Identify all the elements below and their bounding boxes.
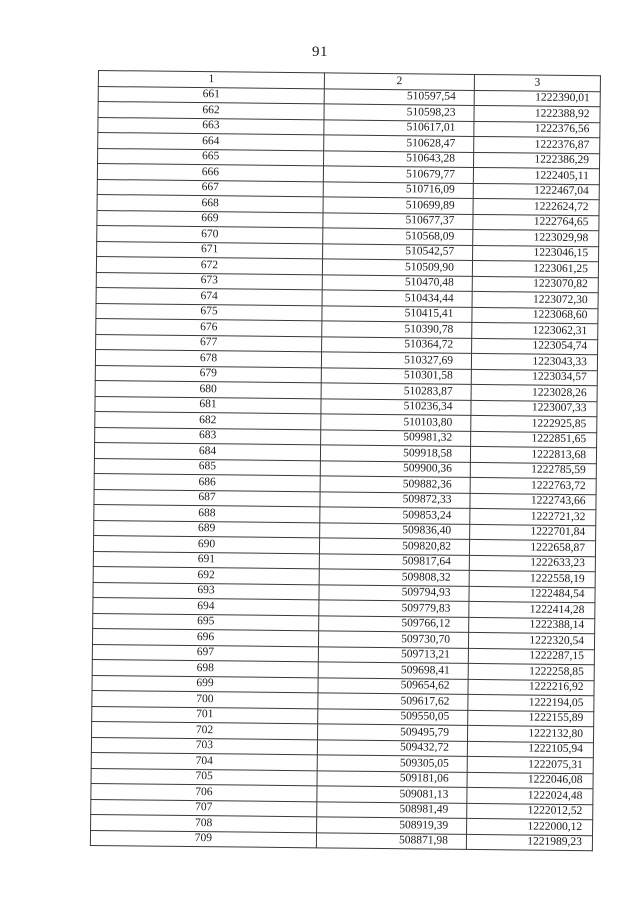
x-coordinate-cell: 510542,57 <box>323 243 473 260</box>
y-coordinate-cell: 1222320,54 <box>468 632 594 649</box>
y-coordinate-cell: 1222105,94 <box>467 741 593 758</box>
x-coordinate-cell: 510236,34 <box>321 398 471 415</box>
y-coordinate-cell: 1222484,54 <box>469 586 595 603</box>
point-number-cell: 695 <box>93 613 319 631</box>
point-number-cell: 690 <box>93 535 319 553</box>
x-coordinate-cell: 508919,39 <box>317 817 467 834</box>
y-coordinate-cell: 1223054,74 <box>472 338 598 355</box>
y-coordinate-cell: 1222624,72 <box>473 198 599 215</box>
y-coordinate-cell: 1222132,80 <box>467 725 593 742</box>
y-coordinate-cell: 1222467,04 <box>473 183 599 200</box>
y-coordinate-cell: 1221989,23 <box>466 834 592 851</box>
x-coordinate-cell: 509872,33 <box>320 491 470 508</box>
point-number-cell: 663 <box>98 117 324 135</box>
point-number-cell: 691 <box>93 551 319 569</box>
x-coordinate-cell: 509794,93 <box>319 584 469 601</box>
point-number-cell: 681 <box>95 396 321 414</box>
y-coordinate-cell: 1222388,14 <box>469 617 595 634</box>
x-coordinate-cell: 509817,64 <box>319 553 469 570</box>
y-coordinate-cell: 1222024,48 <box>467 787 593 804</box>
point-number-cell: 697 <box>92 644 318 662</box>
page-number: 91 <box>312 44 328 60</box>
point-number-cell: 694 <box>93 597 319 615</box>
point-number-cell: 704 <box>91 752 317 770</box>
x-coordinate-cell: 509820,82 <box>319 538 469 555</box>
point-number-cell: 693 <box>93 582 319 600</box>
point-number-cell: 707 <box>91 799 317 817</box>
point-number-cell: 698 <box>92 659 318 677</box>
point-number-cell: 665 <box>98 148 324 166</box>
x-coordinate-cell: 509081,13 <box>317 786 467 803</box>
point-number-cell: 702 <box>92 721 318 739</box>
x-coordinate-cell: 509900,36 <box>320 460 470 477</box>
point-number-cell: 673 <box>96 272 322 290</box>
y-coordinate-cell: 1222390,01 <box>474 90 600 107</box>
y-coordinate-cell: 1222155,89 <box>468 710 594 727</box>
y-coordinate-cell: 1222376,56 <box>474 121 600 138</box>
point-number-cell: 664 <box>98 133 324 151</box>
x-coordinate-cell: 509432,72 <box>317 739 467 756</box>
x-coordinate-cell: 510390,78 <box>322 321 472 338</box>
x-coordinate-cell: 509779,83 <box>319 600 469 617</box>
point-number-cell: 682 <box>95 411 321 429</box>
point-number-cell: 696 <box>92 628 318 646</box>
x-coordinate-cell: 509882,36 <box>320 476 470 493</box>
column-header-2: 2 <box>324 73 474 90</box>
x-coordinate-cell: 510598,23 <box>324 104 474 121</box>
y-coordinate-cell: 1223068,60 <box>472 307 598 324</box>
y-coordinate-cell: 1222763,72 <box>470 477 596 494</box>
x-coordinate-cell: 510568,09 <box>323 228 473 245</box>
y-coordinate-cell: 1222376,87 <box>474 136 600 153</box>
x-coordinate-cell: 510597,54 <box>324 88 474 105</box>
point-number-cell: 672 <box>96 256 322 274</box>
x-coordinate-cell: 509654,62 <box>318 677 468 694</box>
point-number-cell: 687 <box>94 489 320 507</box>
point-number-cell: 675 <box>96 303 322 321</box>
point-number-cell: 671 <box>97 241 323 259</box>
x-coordinate-cell: 509305,05 <box>317 755 467 772</box>
y-coordinate-cell: 1222658,87 <box>469 539 595 556</box>
y-coordinate-cell: 1222414,28 <box>469 601 595 618</box>
y-coordinate-cell: 1222558,19 <box>469 570 595 587</box>
x-coordinate-cell: 510679,77 <box>323 166 473 183</box>
x-coordinate-cell: 510509,90 <box>322 259 472 276</box>
y-coordinate-cell: 1222000,12 <box>467 818 593 835</box>
point-number-cell: 670 <box>97 225 323 243</box>
y-coordinate-cell: 1222813,68 <box>470 446 596 463</box>
y-coordinate-cell: 1223029,98 <box>473 229 599 246</box>
y-coordinate-cell: 1223072,30 <box>472 291 598 308</box>
point-number-cell: 668 <box>97 194 323 212</box>
x-coordinate-cell: 509836,40 <box>320 522 470 539</box>
x-coordinate-cell: 509981,32 <box>321 429 471 446</box>
x-coordinate-cell: 510643,28 <box>324 150 474 167</box>
point-number-cell: 680 <box>95 380 321 398</box>
column-header-3: 3 <box>474 74 600 91</box>
y-coordinate-cell: 1223007,33 <box>471 400 597 417</box>
point-number-cell: 701 <box>92 706 318 724</box>
coordinates-table-container <box>90 70 600 851</box>
point-number-cell: 709 <box>90 830 316 848</box>
x-coordinate-cell: 510103,80 <box>321 414 471 431</box>
y-coordinate-cell: 1222925,85 <box>471 415 597 432</box>
point-number-cell: 666 <box>97 164 323 182</box>
x-coordinate-cell: 509918,58 <box>320 445 470 462</box>
point-number-cell: 683 <box>95 427 321 445</box>
y-coordinate-cell: 1222075,31 <box>467 756 593 773</box>
x-coordinate-cell: 509713,21 <box>318 646 468 663</box>
y-coordinate-cell: 1222194,05 <box>468 694 594 711</box>
y-coordinate-cell: 1222287,15 <box>468 648 594 665</box>
x-coordinate-cell: 510677,37 <box>323 212 473 229</box>
point-number-cell: 662 <box>98 102 324 120</box>
point-number-cell: 703 <box>91 737 317 755</box>
y-coordinate-cell: 1223034,57 <box>471 369 597 386</box>
x-coordinate-cell: 510364,72 <box>322 336 472 353</box>
point-number-cell: 692 <box>93 566 319 584</box>
point-number-cell: 679 <box>95 365 321 383</box>
point-number-cell: 676 <box>96 318 322 336</box>
x-coordinate-cell: 509853,24 <box>320 507 470 524</box>
x-coordinate-cell: 509550,05 <box>318 708 468 725</box>
y-coordinate-cell: 1222785,59 <box>470 462 596 479</box>
y-coordinate-cell: 1222405,11 <box>473 167 599 184</box>
x-coordinate-cell: 510470,48 <box>322 274 472 291</box>
x-coordinate-cell: 508981,49 <box>317 801 467 818</box>
x-coordinate-cell: 509730,70 <box>318 631 468 648</box>
x-coordinate-cell: 510716,09 <box>323 181 473 198</box>
point-number-cell: 674 <box>96 287 322 305</box>
x-coordinate-cell: 510301,58 <box>321 367 471 384</box>
table-body <box>90 86 600 851</box>
y-coordinate-cell: 1223061,25 <box>472 260 598 277</box>
y-coordinate-cell: 1223046,15 <box>473 245 599 262</box>
y-coordinate-cell: 1222216,92 <box>468 679 594 696</box>
x-coordinate-cell: 510628,47 <box>324 135 474 152</box>
y-coordinate-cell: 1222388,92 <box>474 105 600 122</box>
point-number-cell: 677 <box>96 334 322 352</box>
point-number-cell: 688 <box>94 504 320 522</box>
point-number-cell: 706 <box>91 783 317 801</box>
y-coordinate-cell: 1222743,66 <box>470 493 596 510</box>
point-number-cell: 689 <box>94 520 320 538</box>
point-number-cell: 667 <box>97 179 323 197</box>
y-coordinate-cell: 1222258,85 <box>468 663 594 680</box>
x-coordinate-cell: 510283,87 <box>321 383 471 400</box>
x-coordinate-cell: 509495,79 <box>318 724 468 741</box>
point-number-cell: 661 <box>98 86 324 104</box>
y-coordinate-cell: 1223070,82 <box>472 276 598 293</box>
point-number-cell: 708 <box>91 814 317 832</box>
y-coordinate-cell: 1223028,26 <box>471 384 597 401</box>
x-coordinate-cell: 510617,01 <box>324 119 474 136</box>
y-coordinate-cell: 1222851,65 <box>471 431 597 448</box>
x-coordinate-cell: 508871,98 <box>316 832 466 849</box>
y-coordinate-cell: 1222721,32 <box>470 508 596 525</box>
coordinates-table <box>90 70 601 851</box>
point-number-cell: 686 <box>94 473 320 491</box>
point-number-cell: 700 <box>92 690 318 708</box>
y-coordinate-cell: 1222012,52 <box>467 803 593 820</box>
y-coordinate-cell: 1223043,33 <box>471 353 597 370</box>
point-number-cell: 684 <box>94 442 320 460</box>
y-coordinate-cell: 1223062,31 <box>472 322 598 339</box>
x-coordinate-cell: 510699,89 <box>323 197 473 214</box>
x-coordinate-cell: 510327,69 <box>321 352 471 369</box>
point-number-cell: 678 <box>95 349 321 367</box>
point-number-cell: 685 <box>94 458 320 476</box>
x-coordinate-cell: 509181,06 <box>317 770 467 787</box>
y-coordinate-cell: 1222386,29 <box>474 152 600 169</box>
x-coordinate-cell: 509698,41 <box>318 662 468 679</box>
column-header-1: 1 <box>98 71 324 89</box>
y-coordinate-cell: 1222701,84 <box>470 524 596 541</box>
point-number-cell: 699 <box>92 675 318 693</box>
point-number-cell: 705 <box>91 768 317 786</box>
y-coordinate-cell: 1222633,23 <box>469 555 595 572</box>
x-coordinate-cell: 509766,12 <box>319 615 469 632</box>
y-coordinate-cell: 1222764,65 <box>473 214 599 231</box>
x-coordinate-cell: 509617,62 <box>318 693 468 710</box>
y-coordinate-cell: 1222046,08 <box>467 772 593 789</box>
point-number-cell: 669 <box>97 210 323 228</box>
x-coordinate-cell: 509808,32 <box>319 569 469 586</box>
x-coordinate-cell: 510415,41 <box>322 305 472 322</box>
x-coordinate-cell: 510434,44 <box>322 290 472 307</box>
